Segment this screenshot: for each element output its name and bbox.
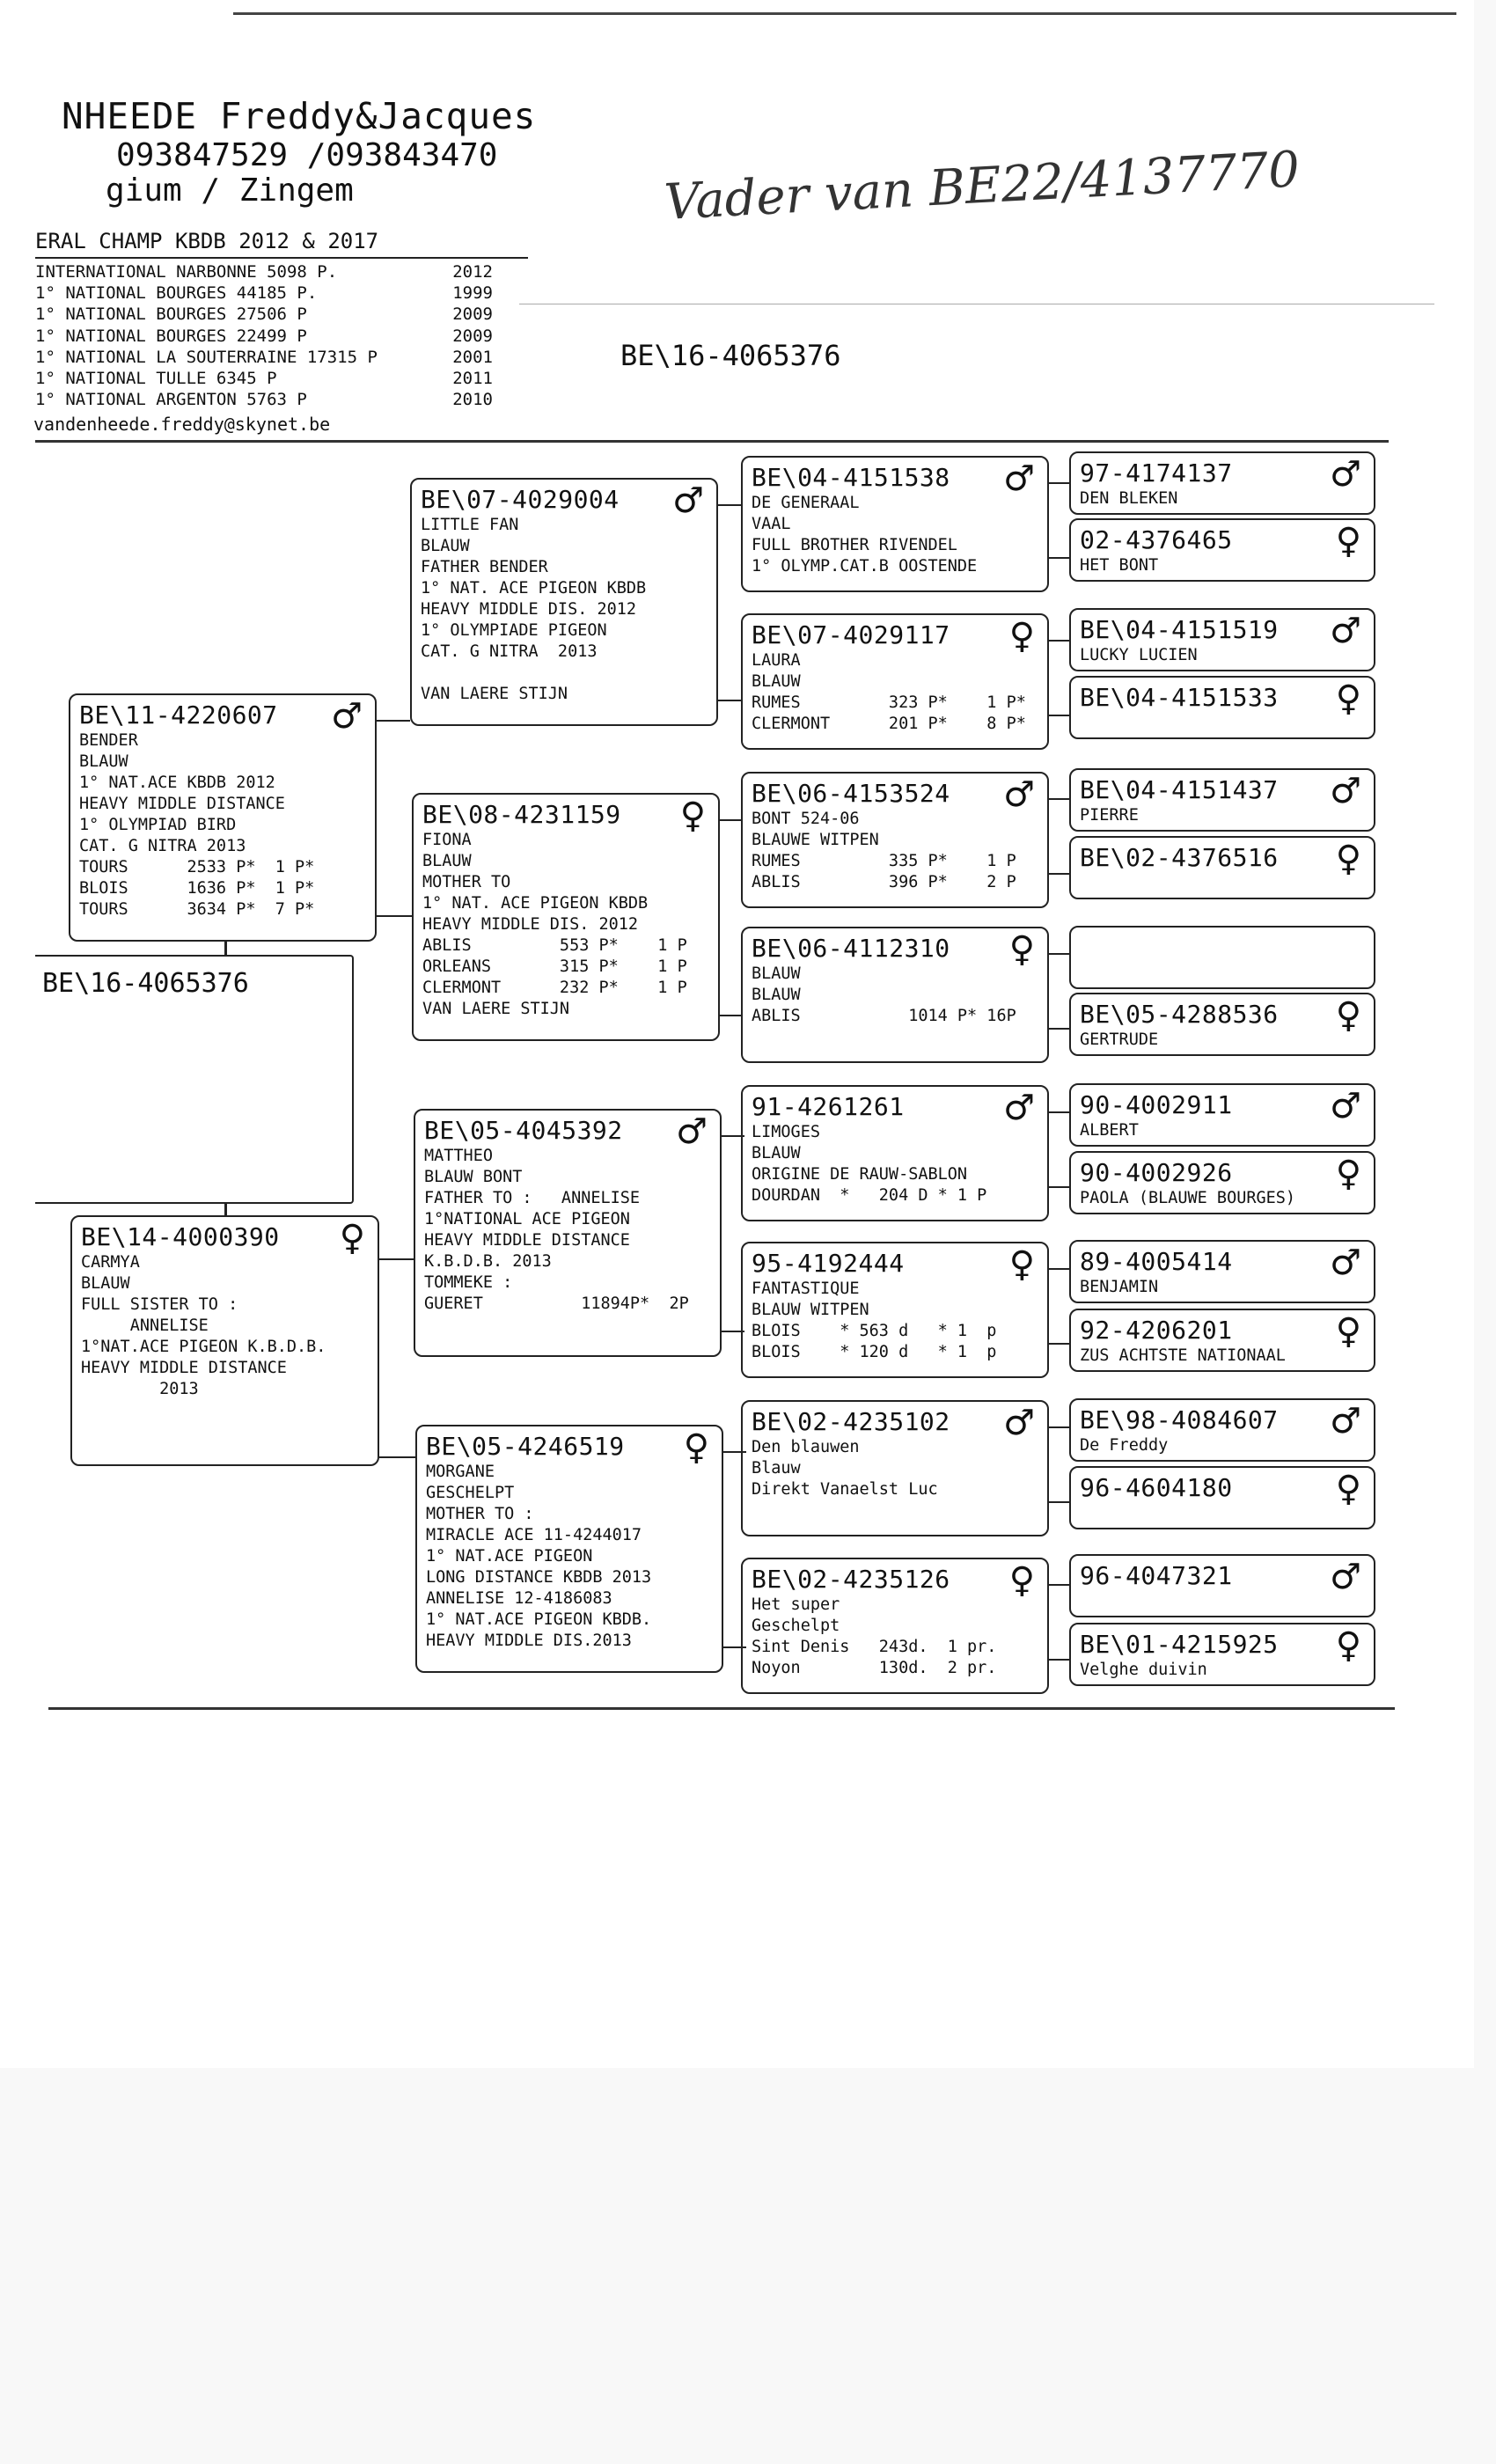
detail-line: 1° NAT.ACE PIGEON [426,1547,593,1566]
great-great-grandparent-box [1069,836,1375,899]
detail-line: 1° NAT. ACE PIGEON KBDB [422,894,649,913]
great-great-grandparent-box [1069,608,1375,671]
detail-line: FANTASTIQUE [752,1280,860,1298]
owner-email: vandenheede.freddy@skynet.be [33,414,331,435]
connector-line [718,700,741,701]
connector-line [1049,482,1069,484]
great-grandparent-box [741,1242,1049,1378]
detail-line: Velghe duivin [1080,1661,1207,1679]
great-great-grandparent-box [1069,1623,1375,1686]
great-grandparent-ring: BE\06-4153524 [752,779,950,808]
connector-line [718,504,741,506]
detail-line: CAT. G NITRA 2013 [79,837,246,855]
detail-line: Sint Denis 243d. 1 pr. [752,1638,997,1656]
dam-box [70,1215,379,1466]
connector-line [1049,1659,1069,1661]
female-icon: ♀ [1335,521,1361,561]
great-grandparent-ring: BE\06-4112310 [752,934,950,963]
great-great-grandparent-ring: 90-4002926 [1080,1158,1233,1187]
honour-row [35,389,493,410]
grandparent-ring: BE\07-4029004 [421,485,620,514]
great-grandparent-box [741,927,1049,1063]
male-icon: ♂ [1330,1557,1361,1597]
male-icon: ♂ [676,1111,708,1152]
great-great-grandparent-ring: 90-4002911 [1080,1090,1233,1119]
connector-line [379,1258,414,1260]
connector-line [1049,798,1069,800]
great-great-grandparent-box [1069,1466,1375,1529]
grandparent-box [412,793,720,1041]
grandparent-box [410,478,718,726]
detail-line: RUMES 335 P* 1 P [752,852,1016,870]
detail-line: 2013 [81,1380,199,1398]
female-icon: ♀ [683,1427,709,1468]
sire-box [69,693,377,942]
detail-line: BENDER [79,731,138,750]
connector-line [722,1331,744,1332]
detail-line: DOURDAN * 204 D * 1 P [752,1186,987,1205]
detail-line: HEAVY MIDDLE DIS. 2012 [421,600,637,619]
female-icon: ♀ [1335,1625,1361,1666]
great-great-grandparent-ring: 02-4376465 [1080,525,1233,554]
great-grandparent-ring: 91-4261261 [752,1092,905,1121]
connector-line [1049,1186,1069,1188]
detail-line: GERTRUDE [1080,1030,1159,1049]
great-great-grandparent-details [1080,488,1365,510]
male-icon: ♂ [331,696,363,737]
detail-line: Het super [752,1595,840,1614]
detail-line: LAURA [752,651,801,670]
detail-line: HEAVY MIDDLE DISTANCE [81,1359,287,1377]
detail-line: Direkt Vanaelst Luc [752,1480,938,1499]
detail-line: LIMOGES [752,1123,820,1141]
handwritten-note: Vader van BE22/4137770 [663,141,1302,231]
great-great-grandparent-ring: BE\05-4288536 [1080,1000,1279,1029]
great-grandparent-details [752,1122,1038,1206]
detail-line: GUERET 11894P* 2P [424,1294,689,1313]
great-great-grandparent-box [1069,768,1375,832]
great-great-grandparent-ring: BE\04-4151519 [1080,615,1279,644]
detail-line: HET BONT [1080,556,1159,575]
detail-line: FULL SISTER TO : [81,1295,238,1314]
detail-line: Noyon 130d. 2 pr. [752,1659,997,1677]
great-great-grandparent-ring: BE\01-4215925 [1080,1630,1279,1659]
honour-row [35,282,493,304]
champion-line: ERAL CHAMP KBDB 2012 & 2017 [35,229,379,253]
detail-line: HEAVY MIDDLE DISTANCE [424,1231,630,1250]
female-icon: ♀ [1008,616,1035,656]
detail-line: 1°NAT.ACE PIGEON K.B.D.B. [81,1338,326,1356]
honour-year: 2009 [452,326,493,346]
great-grandparent-details [752,964,1038,1027]
detail-line: CAT. G NITRA 2013 [421,642,598,661]
great-grandparent-box [741,1085,1049,1221]
great-great-grandparent-box [1069,1398,1375,1462]
detail-line: BENJAMIN [1080,1278,1159,1296]
great-great-grandparent-details [1080,1660,1365,1681]
connector-line [1049,1501,1069,1503]
detail-line: VAAL [752,515,791,533]
honour-text: 1° NATIONAL BOURGES 44185 P. [35,283,318,304]
dam-details [81,1252,369,1400]
detail-line: MORGANE [426,1463,495,1481]
detail-line: BLOIS 1636 P* 1 P* [79,879,315,898]
great-great-grandparent-box [1069,1309,1375,1372]
great-grandparent-details [752,650,1038,735]
great-great-grandparent-box [1069,1083,1375,1147]
male-icon: ♂ [1330,611,1361,651]
male-icon: ♂ [1003,458,1035,499]
detail-line: HEAVY MIDDLE DIS.2013 [426,1632,632,1650]
great-grandparent-details [752,1279,1038,1363]
female-icon: ♀ [1008,1244,1035,1285]
female-icon: ♀ [1335,1469,1361,1509]
great-great-grandparent-ring: 97-4174137 [1080,458,1233,488]
detail-line: ZUS ACHTSTE NATIONAAL [1080,1346,1286,1365]
male-icon: ♂ [1330,1086,1361,1126]
detail-line: 1° OLYMPIADE PIGEON [421,621,607,640]
detail-line: CARMYA [81,1253,140,1272]
footer-divider [48,1707,1395,1710]
connector-line [377,915,412,917]
owner-phones: 093847529 /093843470 [116,137,498,173]
grandparent-box [414,1109,722,1357]
grandparent-box [415,1425,723,1673]
honour-text: 1° NATIONAL BOURGES 22499 P [35,326,307,346]
great-great-grandparent-box [1069,1554,1375,1617]
connector-line [1049,1343,1069,1345]
female-icon: ♀ [1335,839,1361,879]
detail-line: BONT 524-06 [752,810,860,828]
connector-line [720,819,743,821]
detail-line: BLAUW [422,852,472,870]
detail-line [421,663,708,684]
detail-line: PIERRE [1080,806,1139,825]
detail-line: BLAUW [752,986,801,1004]
great-great-grandparent-box [1069,518,1375,582]
honour-year: 2001 [452,347,493,367]
detail-line: MOTHER TO [422,873,511,891]
male-icon: ♂ [1330,454,1361,495]
great-great-grandparent-ring: BE\04-4151437 [1080,775,1279,804]
connector-line [224,1204,227,1216]
great-great-grandparent-ring: BE\98-4084607 [1080,1405,1279,1434]
great-grandparent-ring: BE\02-4235126 [752,1565,950,1594]
male-icon: ♂ [1330,1401,1361,1441]
detail-line: VAN LAERE STIJN [422,1000,570,1018]
detail-line: HEAVY MIDDLE DISTANCE [79,795,285,813]
detail-line: BLOIS * 563 d * 1 p [752,1322,997,1340]
female-icon: ♀ [1008,929,1035,970]
connector-line [1049,640,1069,642]
great-grandparent-box [741,613,1049,750]
detail-line: ANNELISE 12-4186083 [426,1589,612,1608]
subject-ring: BE\16-4065376 [42,968,249,999]
detail-line: BLAUW [752,964,801,983]
great-grandparent-ring: BE\04-4151538 [752,463,950,492]
sire-ring: BE\11-4220607 [79,700,278,730]
detail-line: BLOIS * 120 d * 1 p [752,1343,997,1361]
connector-line [1049,557,1069,559]
detail-line: MOTHER TO : [426,1505,534,1523]
detail-line: ABLIS 1014 P* 16P [752,1007,1016,1025]
detail-line: LITTLE FAN [421,516,519,534]
connector-line [1049,1268,1069,1270]
detail-line: 1° OLYMPIAD BIRD [79,816,237,834]
scan-edge-line [233,12,1456,15]
detail-line: DE GENERAAL [752,494,860,512]
top-ring-number: BE\16-4065376 [620,339,841,372]
grandparent-details [424,1146,711,1315]
grandparent-ring: BE\08-4231159 [422,800,621,829]
female-icon: ♀ [1335,1311,1361,1352]
honour-text: 1° NATIONAL BOURGES 27506 P [35,304,307,325]
detail-line: Den blauwen [752,1438,860,1456]
connector-line [723,1451,746,1453]
champion-underline [35,257,528,259]
detail-line: ABLIS 553 P* 1 P [422,936,687,955]
female-icon: ♀ [1335,678,1361,719]
detail-line: TOURS 3634 P* 7 P* [79,900,315,919]
detail-line: BLAUWE WITPEN [752,831,879,849]
grandparent-details [421,515,708,705]
honour-year: 2011 [452,368,493,388]
honour-row [35,347,493,368]
detail-line: FIONA [422,831,472,849]
detail-line: BLAUW [752,1144,801,1162]
connector-line [377,720,410,722]
detail-line: CLERMONT 232 P* 1 P [422,979,687,997]
male-icon: ♂ [1003,1088,1035,1128]
detail-line: 1° OLYMP.CAT.B OOSTENDE [752,557,978,576]
great-grandparent-box [741,456,1049,592]
male-icon: ♂ [1003,774,1035,815]
female-icon: ♀ [1335,995,1361,1036]
great-great-grandparent-ring: 96-4604180 [1080,1473,1233,1502]
honour-row [35,368,493,389]
honours-list [35,261,493,410]
great-grandparent-details [752,1595,1038,1679]
connector-line [1049,715,1069,716]
detail-line: 1° NAT.ACE KBDB 2012 [79,774,275,792]
detail-line: ABLIS 396 P* 2 P [752,873,1016,891]
detail-line: Geschelpt [752,1617,840,1635]
detail-line: HEAVY MIDDLE DIS. 2012 [422,915,639,934]
great-grandparent-box [741,1558,1049,1694]
detail-line: LONG DISTANCE KBDB 2013 [426,1568,652,1587]
detail-line: FATHER BENDER [421,558,548,576]
female-icon: ♀ [1335,1154,1361,1194]
female-icon: ♀ [679,796,706,836]
great-great-grandparent-box [1069,676,1375,739]
great-great-grandparent-details [1080,1277,1365,1298]
great-great-grandparent-ring: 96-4047321 [1080,1561,1233,1590]
male-icon: ♂ [1003,1403,1035,1443]
great-great-grandparent-details [1080,805,1365,826]
detail-line: MIRACLE ACE 11-4244017 [426,1526,642,1544]
great-grandparent-ring: BE\02-4235102 [752,1407,950,1436]
detail-line: 1°NATIONAL ACE PIGEON [424,1210,630,1228]
great-great-grandparent-ring: BE\02-4376516 [1080,843,1279,872]
great-great-grandparent-details [1080,645,1365,666]
female-icon: ♀ [339,1218,365,1258]
detail-line: Blauw [752,1459,801,1478]
honour-year: 2009 [452,304,493,325]
connector-line [1049,1111,1069,1113]
connector-line [720,1015,743,1016]
detail-line: DEN BLEKEN [1080,489,1178,508]
great-great-grandparent-details [1080,1435,1365,1456]
connector-line [722,1135,744,1137]
detail-line: BLAUW [752,672,801,691]
male-icon: ♂ [1330,1243,1361,1283]
great-great-grandparent-details [1080,555,1365,576]
detail-line: ORLEANS 315 P* 1 P [422,957,687,976]
connector-line [723,1646,746,1648]
honour-row [35,261,493,282]
honour-row [35,326,493,347]
connector-line [1049,953,1069,955]
great-grandparent-ring: BE\07-4029117 [752,620,950,649]
honour-year: 1999 [452,283,493,304]
great-great-grandparent-box [1069,993,1375,1056]
honour-year: 2010 [452,390,493,410]
detail-line: CLERMONT 201 P* 8 P* [752,715,1026,733]
grandparent-details [426,1462,713,1652]
great-great-grandparent-box [1069,1240,1375,1303]
detail-line: ORIGINE DE RAUW-SABLON [752,1165,968,1184]
detail-line: GESCHELPT [426,1484,515,1502]
owner-location: gium / Zingem [106,172,354,209]
honour-row [35,304,493,325]
detail-line: MATTHEO [424,1147,493,1165]
great-great-grandparent-box [1069,1151,1375,1214]
great-great-grandparent-details [1080,1346,1365,1367]
great-grandparent-details [752,809,1038,893]
great-great-grandparent-ring: 89-4005414 [1080,1247,1233,1276]
great-grandparent-details [752,493,1038,577]
detail-line: VAN LAERE STIJN [421,685,568,703]
detail-line: De Freddy [1080,1436,1169,1455]
sire-details [79,730,366,920]
connector-line [1049,1426,1069,1428]
grandparent-ring: BE\05-4045392 [424,1116,623,1145]
male-icon: ♂ [672,480,704,521]
detail-line: 1° NAT.ACE PIGEON KBDB. [426,1610,652,1629]
detail-line: FULL BROTHER RIVENDEL [752,536,957,554]
great-great-grandparent-details [1080,1188,1365,1209]
detail-line: BLAUW [421,537,470,555]
detail-line: 1° NAT. ACE PIGEON KBDB [421,579,647,598]
great-great-grandparent-ring: 92-4206201 [1080,1316,1233,1345]
great-great-grandparent-box [1069,926,1375,989]
great-grandparent-box [741,1400,1049,1536]
detail-line: BLAUW BONT [424,1168,523,1186]
owner-name: NHEEDE Freddy&Jacques [62,95,537,137]
header-divider [35,440,1389,443]
detail-line: K.B.D.B. 2013 [424,1252,552,1271]
female-icon: ♀ [1008,1560,1035,1601]
detail-line: RUMES 323 P* 1 P* [752,693,1026,712]
detail-line: PAOLA (BLAUWE BOURGES) [1080,1189,1296,1207]
detail-line: ANNELISE [81,1316,209,1335]
connector-line [1049,873,1069,875]
detail-line: ALBERT [1080,1121,1139,1140]
male-icon: ♂ [1330,771,1361,811]
connector-line [224,942,227,956]
dam-ring: BE\14-4000390 [81,1222,280,1251]
honour-text: 1° NATIONAL LA SOUTERRAINE 17315 P [35,347,378,367]
honour-text: 1° NATIONAL ARGENTON 5763 P [35,390,307,410]
honour-text: INTERNATIONAL NARBONNE 5098 P. [35,262,338,282]
great-grandparent-ring: 95-4192444 [752,1249,905,1278]
detail-line: LUCKY LUCIEN [1080,646,1198,664]
grandparent-details [422,830,709,1020]
grandparent-ring: BE\05-4246519 [426,1432,625,1461]
detail-line: BLAUW WITPEN [752,1301,869,1319]
honour-text: 1° NATIONAL TULLE 6345 P [35,368,277,388]
detail-line: TOURS 2533 P* 1 P* [79,858,315,876]
great-grandparent-box [741,772,1049,908]
honour-year: 2012 [452,262,493,282]
connector-line [1049,1584,1069,1586]
great-great-grandparent-details [1080,1120,1365,1141]
great-grandparent-details [752,1437,1038,1500]
connector-line [1049,1028,1069,1030]
great-great-grandparent-details [1080,1030,1365,1051]
detail-line: FATHER TO : ANNELISE [424,1189,641,1207]
great-great-grandparent-ring: BE\04-4151533 [1080,683,1279,712]
great-great-grandparent-box [1069,451,1375,515]
detail-line: BLAUW [79,752,128,771]
connector-line [379,1456,415,1458]
detail-line: BLAUW [81,1274,130,1293]
detail-line: TOMMEKE : [424,1273,513,1292]
